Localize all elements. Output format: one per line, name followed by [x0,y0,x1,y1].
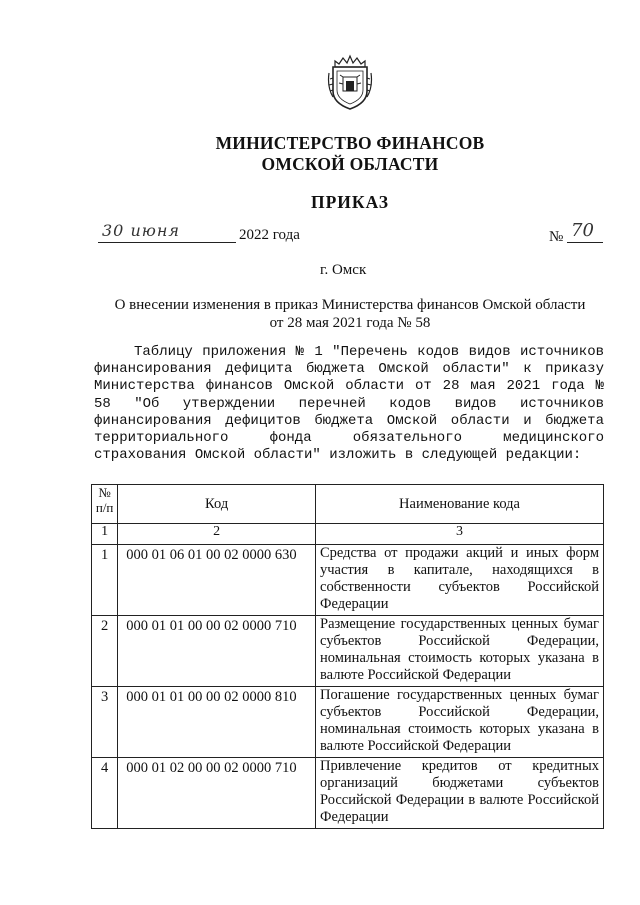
body-paragraph-text: Таблицу приложения № 1 "Перечень кодов видов источников финансирования дефицита бюджета Омской области" к приказу Министерства финансов Омской области от 28 мая 2021 года № 58 "Об утверждении перечней кодов видов источников финансирования дефицитов бюджета Омской области и бюджета территориального фонда обязательного медицинского страхования Омской области" изложить в следующей редакции: [94,344,604,464]
row-code: 000 01 02 00 00 02 0000 710 [118,758,316,829]
column-numbers-row [92,524,604,545]
table-row [92,545,604,616]
table-row [92,687,604,758]
order-subject [100,296,600,332]
subject-line2: от 28 мая 2021 года № 58 [269,315,431,331]
number-field [567,220,603,243]
row-name: Размещение государственных ценных бумаг субъектов Российской Федерации, номинальная стоимость которых указана в валюте Российской Федерации [316,616,604,687]
header-number: № п/п [92,485,118,524]
city: г. Омск [320,262,367,278]
row-number: 3 [92,687,118,758]
year-text: 2022 года [239,227,300,243]
row-code: 000 01 01 00 00 02 0000 710 [118,616,316,687]
column-number: 3 [316,524,604,545]
row-number: 4 [92,758,118,829]
row-name: Средства от продажи акций и иных форм участия в капитале, находящихся в собственности субъектов Российской Федерации [316,545,604,616]
body-paragraph [94,344,604,464]
table-row [92,758,604,829]
ministry-name-line1: МИНИСТЕРСТВО ФИНАНСОВ [215,133,485,153]
ministry-name-line2: ОМСКОЙ ОБЛАСТИ [261,154,439,174]
number-label: № [549,229,564,245]
row-name: Привлечение кредитов от кредитных организаций бюджетами субъектов Российской Федерации в валюте Российской Федерации [316,758,604,829]
handwritten-date: 30 июня [102,221,180,240]
subject-line1: О внесении изменения в приказ Министерства финансов Омской области [114,297,586,313]
row-number: 2 [92,616,118,687]
date-field [98,221,236,243]
row-name: Погашение государственных ценных бумаг субъектов Российской Федерации, номинальная стоимость которых указана в валюте Российской Федерации [316,687,604,758]
column-number: 2 [118,524,316,545]
header-name: Наименование кода [316,485,604,524]
row-code: 000 01 01 00 00 02 0000 810 [118,687,316,758]
table-header-row [92,485,604,524]
row-code: 000 01 06 01 00 02 0000 630 [118,545,316,616]
table-row [92,616,604,687]
row-number: 1 [92,545,118,616]
column-number: 1 [92,524,118,545]
header-code: Код [118,485,316,524]
coat-of-arms-icon [327,53,373,111]
handwritten-number: 70 [571,220,594,241]
order-title: ПРИКАЗ [310,192,390,212]
codes-table [91,484,604,829]
